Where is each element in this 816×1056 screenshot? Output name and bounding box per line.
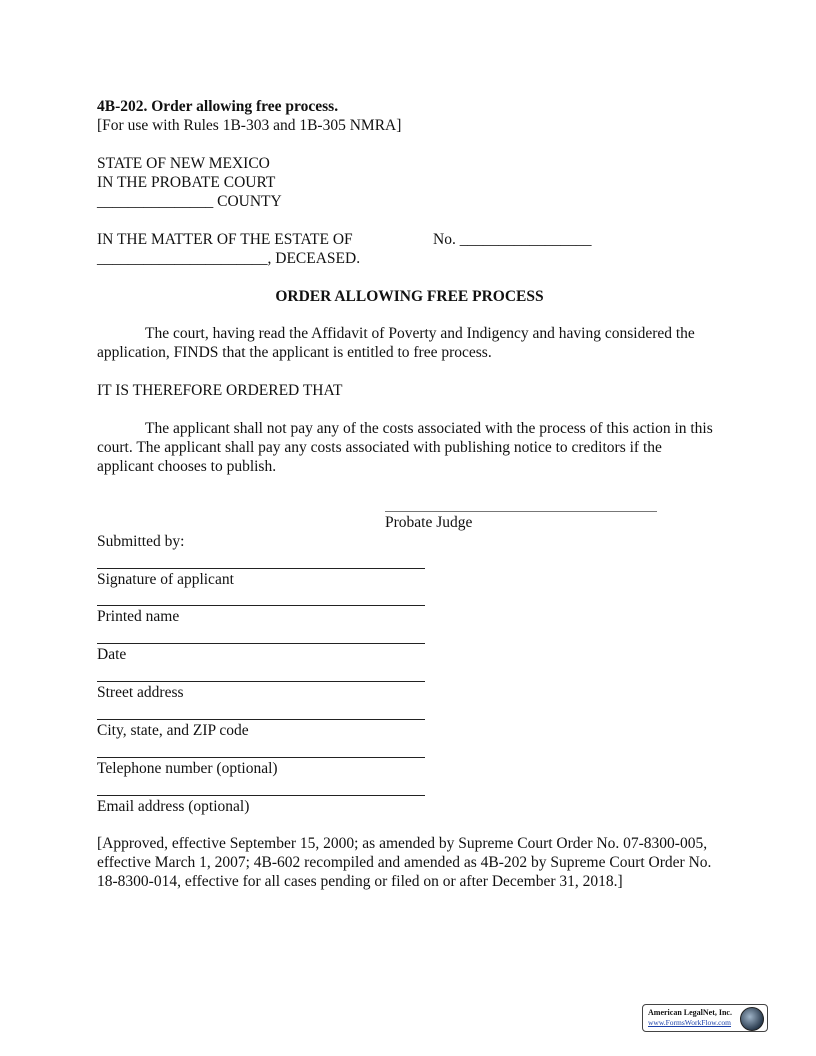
case-number-field[interactable]: No. _________________ — [433, 231, 592, 248]
form-title: 4B-202. Order allowing free process. — [97, 98, 339, 115]
submitted-by-label: Submitted by: — [97, 533, 185, 550]
court-line: IN THE PROBATE COURT — [97, 174, 276, 191]
logo-url[interactable]: www.FormsWorkFlow.com — [648, 1018, 732, 1027]
telephone-line[interactable] — [97, 757, 425, 758]
state-line: STATE OF NEW MEXICO — [97, 155, 270, 172]
decedent-name-field[interactable]: ______________________, DECEASED. — [97, 250, 361, 267]
city-state-zip-line[interactable] — [97, 719, 425, 720]
logo-company: American LegalNet, Inc. — [648, 1008, 732, 1017]
city-state-zip-label: City, state, and ZIP code — [97, 722, 249, 739]
judge-label: Probate Judge — [385, 514, 473, 531]
ordered-heading: IT IS THEREFORE ORDERED THAT — [97, 382, 343, 399]
telephone-label: Telephone number (optional) — [97, 760, 278, 777]
street-address-label: Street address — [97, 684, 184, 701]
signature-label: Signature of applicant — [97, 571, 234, 588]
date-line[interactable] — [97, 643, 425, 644]
findings-paragraph: The court, having read the Affidavit of Poverty and Indigency and having considered the application, FINDS that the applicant is entitled to free process. — [97, 325, 695, 361]
order-paragraph: The applicant shall not pay any of the costs associated with the process of this action in this court. The applicant shall pay any costs associated with publishing notice to creditors if the applicant chooses to publish. — [97, 420, 713, 475]
printed-name-label: Printed name — [97, 608, 180, 625]
estate-caption: IN THE MATTER OF THE ESTATE OF — [97, 231, 353, 248]
printed-name-line[interactable] — [97, 605, 425, 606]
rule-note: [For use with Rules 1B-303 and 1B-305 NMRA] — [97, 117, 402, 134]
american-legalnet-logo[interactable] — [642, 1004, 768, 1032]
email-label: Email address (optional) — [97, 798, 250, 815]
signature-line[interactable] — [97, 568, 425, 569]
judge-signature-line[interactable] — [385, 511, 657, 512]
history-note: [Approved, effective September 15, 2000; as amended by Supreme Court Order No. 07-8300-005, effective March 1, 2007; 4B-602 recompiled and amended as 4B-202 by Supreme Court Order No. 18-8300-014, effective for all cases pending or filed on or after December 31, 2018.] — [97, 835, 712, 890]
email-line[interactable] — [97, 795, 425, 796]
date-label: Date — [97, 646, 127, 663]
order-title: ORDER ALLOWING FREE PROCESS — [275, 288, 544, 305]
street-address-line[interactable] — [97, 681, 425, 682]
globe-icon — [740, 1007, 764, 1031]
county-line: _______________ COUNTY — [97, 193, 282, 210]
